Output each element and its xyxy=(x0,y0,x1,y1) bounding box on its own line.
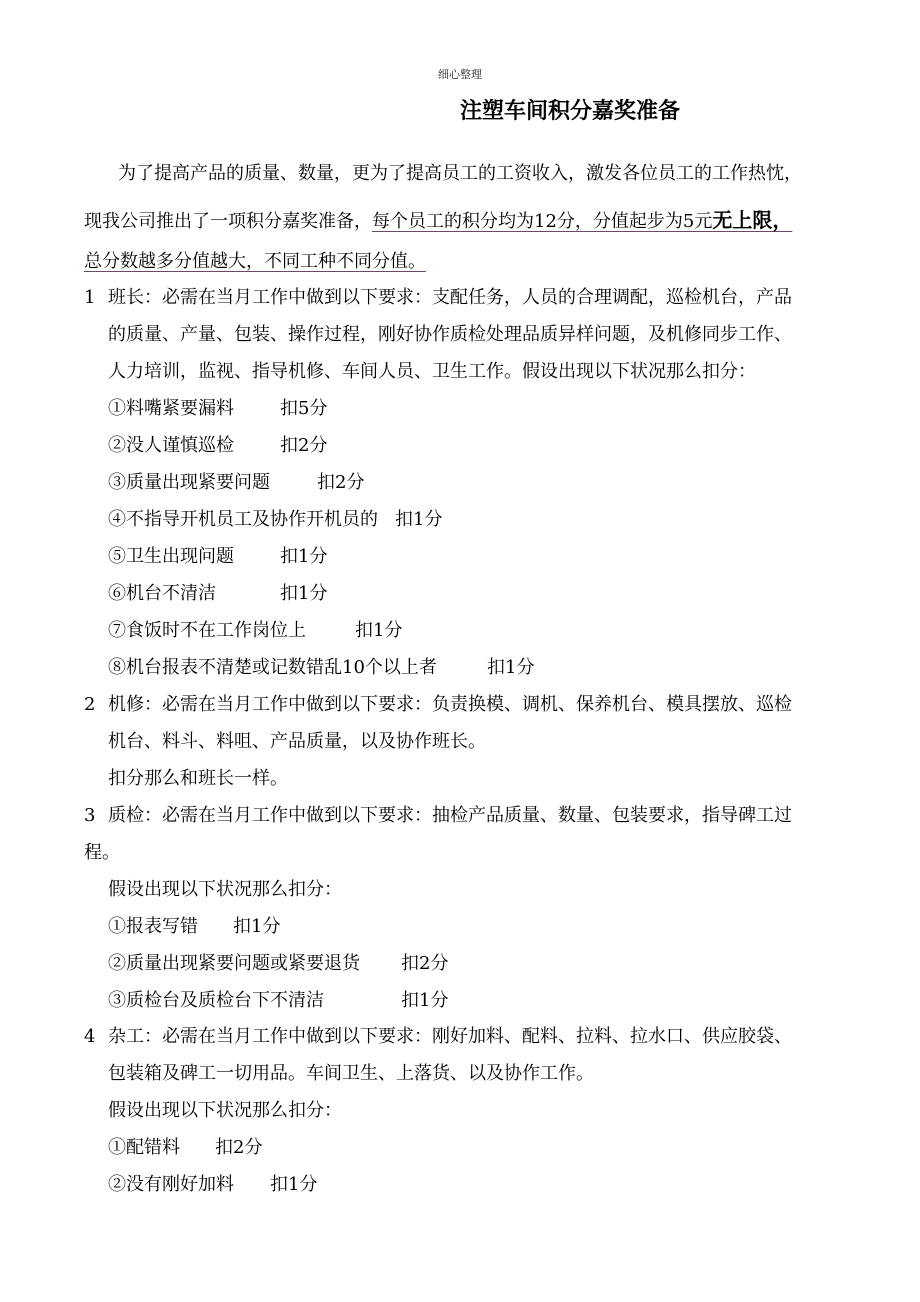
section-number: 4 xyxy=(84,1026,96,1047)
section-number: 2 xyxy=(84,694,96,715)
section-text: 假设出现以下状况那么扣分： xyxy=(108,879,342,900)
item-deduction: 扣2分 xyxy=(401,953,449,974)
item-deduction: 扣2分 xyxy=(317,472,365,493)
item-label: ③质量出现紧要问题 xyxy=(108,472,270,493)
section-text: 质检：必需在当月工作中做到以下要求：抽检产品质量、数量、包装要求，指导碑工过 xyxy=(108,805,792,826)
item-deduction: 扣2分 xyxy=(280,435,328,456)
section-text: 人力培训，监视、指导机修、车间人员、卫生工作。假设出现以下状况那么扣分： xyxy=(108,361,756,382)
section-number: 1 xyxy=(84,287,96,308)
item-deduction: 扣1分 xyxy=(280,583,328,604)
item-deduction: 扣1分 xyxy=(233,916,281,937)
intro-text: 现我公司推出了一项积分嘉奖准备， xyxy=(84,211,372,232)
section-text: 机台、料斗、料咀、产品质量，以及协作班长。 xyxy=(108,731,486,752)
section-text: 机修：必需在当月工作中做到以下要求：负责换模、调机、保养机台、模具摆放、巡检 xyxy=(108,694,792,715)
item-deduction: 扣2分 xyxy=(215,1137,263,1158)
deduction-item xyxy=(108,545,808,569)
item-label: ⑤卫生出现问题 xyxy=(108,546,234,567)
document-title: 注塑车间积分嘉奖准备 xyxy=(460,99,681,124)
section-text: 扣分那么和班长一样。 xyxy=(108,768,288,789)
item-label: ②没人谨慎巡检 xyxy=(108,435,234,456)
item-deduction: 扣1分 xyxy=(401,990,449,1011)
section-number: 3 xyxy=(84,805,96,826)
deduction-item xyxy=(108,1173,808,1197)
intro-line: 总分数越多分值越大，不同工种不同分值。 xyxy=(84,251,426,272)
deduction-item xyxy=(108,434,808,458)
deduction-item xyxy=(108,397,808,421)
deduction-item xyxy=(108,1136,808,1160)
item-label: ⑦食饭时不在工作岗位上 xyxy=(108,620,306,641)
deduction-item xyxy=(108,619,808,643)
intro-line: 为了提高产品的质量、数量，更为了提高员工的工资收入，激发各位员工的工作热忱， xyxy=(118,163,802,184)
deduction-item xyxy=(108,582,808,606)
deduction-item xyxy=(108,952,808,976)
section-text: 程。 xyxy=(84,842,120,863)
section-text: 班长：必需在当月工作中做到以下要求：支配任务，人员的合理调配，巡检机台，产品 xyxy=(108,287,792,308)
item-label: ⑧机台报表不清楚或记数错乱10个以上者 xyxy=(108,657,437,678)
deduction-item xyxy=(108,656,808,680)
deduction-item xyxy=(108,989,808,1013)
item-label: ①报表写错 xyxy=(108,916,198,937)
page-header: 细心整理 xyxy=(438,68,482,81)
intro-line xyxy=(84,208,792,234)
item-deduction: 扣1分 xyxy=(280,546,328,567)
item-deduction: 扣1分 xyxy=(487,657,535,678)
section-text: 假设出现以下状况那么扣分： xyxy=(108,1100,342,1121)
item-label: ②没有刚好加料 xyxy=(108,1174,234,1195)
item-label: ①配错料 xyxy=(108,1137,180,1158)
section-text: 杂工：必需在当月工作中做到以下要求：刚好加料、配料、拉料、拉水口、供应胶袋、 xyxy=(108,1026,792,1047)
item-deduction: 扣1分 xyxy=(355,620,403,641)
item-label: ③质检台及质检台下不清洁 xyxy=(108,990,324,1011)
deduction-item xyxy=(108,508,808,532)
intro-underlined-text xyxy=(372,208,793,232)
underlined-text: 每个员工的积分均为12分，分值起步为5元 xyxy=(372,211,713,232)
deduction-item xyxy=(108,915,808,939)
item-label: ④不指导开机员工及协作开机员的 xyxy=(108,509,378,530)
item-label: ①料嘴紧要漏料 xyxy=(108,398,234,419)
section-text: 包装箱及碑工一切用品。车间卫生、上落货、以及协作工作。 xyxy=(108,1063,594,1084)
deduction-item xyxy=(108,471,808,495)
item-deduction: 扣1分 xyxy=(395,509,443,530)
item-deduction: 扣1分 xyxy=(270,1174,318,1195)
item-deduction: 扣5分 xyxy=(280,398,328,419)
item-label: ②质量出现紧要问题或紧要退货 xyxy=(108,953,360,974)
item-label: ⑥机台不清洁 xyxy=(108,583,216,604)
bold-text: 无上限， xyxy=(712,208,793,232)
section-text: 的质量、产量、包装、操作过程，刚好协作质检处理品质异样问题，及机修同步工作、 xyxy=(108,324,792,345)
